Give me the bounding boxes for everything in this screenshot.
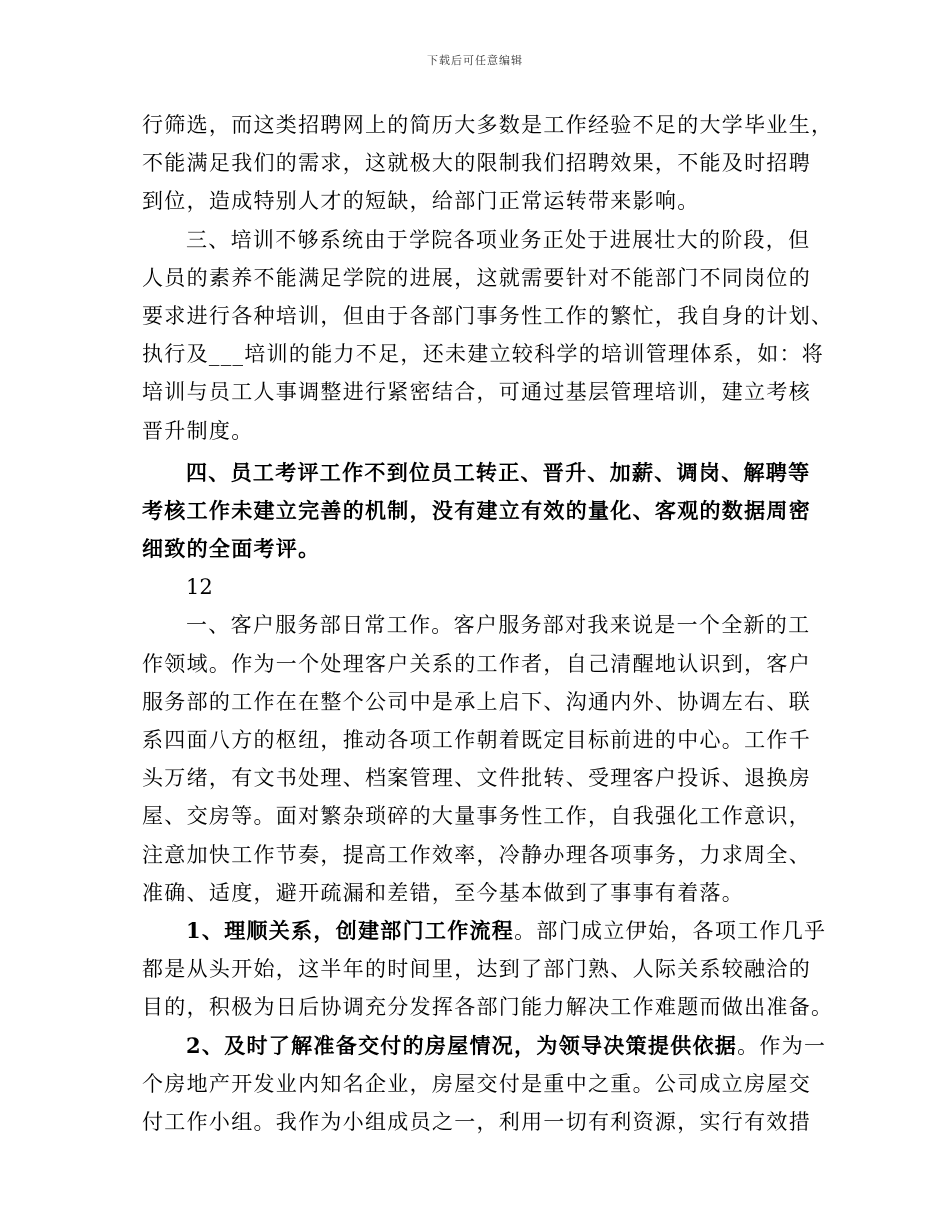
section-heading-line: 四、员工考评工作不到位员工转正、晋升、加薪、调岗、解聘等 [186,459,811,485]
paragraph-lead: 1、理顺关系，创建部门工作流程 [186,917,515,943]
text-line: 人员的素养不能满足学院的进展，这就需要针对不能部门不同岗位的 [142,265,811,290]
text-line: 执行及___培训的能力不足，还未建立较科学的培训管理体系，如：将 [142,342,825,367]
text-line: 都是从头开始，这半年的时间里，达到了部门熟、人际关系较融洽的 [142,957,811,982]
text-line: 到位，造成特别人才的短缺，给部门正常运转带来影响。 [142,189,700,214]
text-line: 注意加快工作节奏，提高工作效率，冷静办理各项事务，力求周全、 [142,842,811,867]
text-line: 不能满足我们的需求，这就极大的限制我们招聘效果，不能及时招聘 [142,151,811,176]
text-line [142,912,832,950]
text-line: 付工作小组。我作为小组成员之一，利用一切有利资源，实行有效措 [142,1109,811,1134]
paragraph-rest: 。作为一 [737,1033,827,1058]
paragraph-rest: 。部门成立伊始，各项工作几乎 [514,918,827,943]
paragraph-lead: 2、及时了解准备交付的房屋情况，为领导决策提供依据 [186,1032,738,1058]
text-line: 目的，积极为日后协调充分发挥各部门能力解决工作难题而做出准备。 [142,995,834,1020]
text-line: 屋、交房等。面对繁杂琐碎的大量事务性工作，自我强化工作意识， [142,804,811,829]
text-line: 作领域。作为一个处理客户关系的工作者，自己清醒地认识到，客户 [142,651,811,676]
document-body [142,106,832,1141]
text-line [142,1027,832,1065]
text-line: 服务部的工作在在整个公司中是承上启下、沟通内外、协调左右、联 [142,689,811,714]
text-line: 培训与员工人事调整进行紧密结合，可通过基层管理培训，建立考核 [142,380,811,405]
text-line: 头万绪，有文书处理、档案管理、文件批转、受理客户投诉、退换房 [142,766,811,791]
text-line: 晋升制度。 [142,418,254,443]
section-number: 12 [186,575,213,600]
section-heading-line: 细致的全面考评。 [142,536,321,562]
text-line: 行筛选，而这类招聘网上的简历大多数是工作经验不足的大学毕业生， [142,113,834,137]
section-heading-line: 考核工作未建立完善的机制，没有建立有效的量化、客观的数据周密 [142,497,811,523]
text-line: 准确、适度，避开疏漏和差错，至今基本做到了事事有着落。 [142,880,745,905]
text-line: 一、客户服务部日常工作。客户服务部对我来说是一个全新的工 [186,613,811,638]
text-line: 系四面八方的枢纽，推动各项工作朝着既定目标前进的中心。工作千 [142,728,811,752]
page-header: 下载后可任意编辑 [427,54,523,67]
text-line: 要求进行各种培训，但由于各部门事务性工作的繁忙，我自身的计划、 [142,303,834,328]
text-line: 三、培训不够系统由于学院各项业务正处于进展壮大的阶段，但 [186,227,811,252]
text-line: 个房地产开发业内知名企业，房屋交付是重中之重。公司成立房屋交 [142,1071,811,1096]
